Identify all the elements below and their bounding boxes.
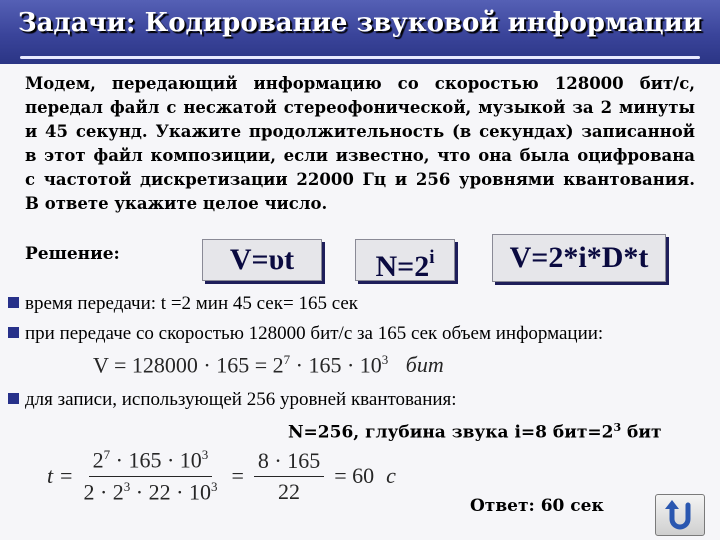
formula-text: N=2 — [375, 250, 430, 283]
square-bullet-icon — [8, 327, 19, 338]
depth-exp: 3 — [613, 421, 622, 434]
duration-formula — [47, 447, 396, 505]
equals-sign: = — [231, 463, 244, 488]
num-exp: 3 — [201, 447, 209, 463]
formula-box-volume — [492, 234, 666, 282]
solution-label: Решение: — [25, 244, 120, 264]
fraction-1-denominator — [79, 477, 221, 505]
bullet-text: для записи, использующей 256 уровней квантования: — [25, 389, 457, 410]
return-button[interactable] — [655, 494, 705, 536]
volume-formula-exp: 3 — [381, 352, 389, 367]
bullet-item — [8, 389, 457, 411]
bullet-text: время передачи: t =2 мин 45 сек= 165 сек — [25, 293, 359, 314]
fraction-1 — [79, 447, 221, 505]
problem-line: в этот файл композиции, если известно, что она была оцифрована — [25, 146, 695, 165]
den-exp: 3 — [210, 478, 218, 494]
problem-line: Модем, передающий информацию со скоростью 128000 бит/с, — [25, 74, 695, 93]
header-divider — [20, 56, 700, 59]
fraction-2-denominator: 22 — [278, 478, 301, 504]
den-part: · 22 · 10 — [130, 478, 211, 504]
depth-tail: бит — [621, 422, 662, 443]
problem-line: передал файл с несжатой стереофонической, музыкой за 2 минуты — [25, 98, 695, 117]
square-bullet-icon — [8, 393, 19, 404]
answer-text: Ответ: 60 сек — [470, 496, 604, 516]
volume-formula-exp: 7 — [283, 352, 291, 367]
bullet-text: при передаче со скоростью 128000 бит/с за 165 сек объем информации: — [25, 323, 604, 344]
slide-header — [0, 0, 720, 64]
num-part: 2 — [92, 447, 104, 473]
fraction-2 — [254, 448, 324, 505]
problem-statement — [25, 72, 695, 216]
fraction-2-numerator: 8 · 165 — [254, 448, 324, 477]
problem-line: В ответе укажите целое число. — [25, 194, 328, 213]
volume-formula-unit: бит — [405, 352, 444, 378]
problem-line: с частотой дискретизации 22000 Гц и 256 уровнями квантования. — [25, 170, 695, 189]
fraction-1-numerator — [89, 447, 213, 476]
formula-text: V=2*i*D*t — [509, 241, 649, 274]
formula-exponent: i — [429, 247, 435, 268]
depth-text: N=256, глубина звука i=8 бит=2 — [288, 422, 614, 443]
den-part: 2 · 2 — [83, 478, 124, 504]
duration-unit: с — [386, 463, 396, 488]
formula-box-v-ut — [202, 239, 322, 281]
problem-line: и 45 секунд. Укажите продолжительность (в секундах) записанной — [25, 122, 695, 141]
formula-text: V=υt — [229, 243, 295, 276]
quantization-depth-line — [288, 421, 662, 443]
u-turn-arrow-icon — [663, 499, 697, 531]
num-exp: 7 — [103, 447, 111, 463]
slide-title: Задачи: Кодирование звуковой информации — [17, 8, 703, 38]
volume-formula — [93, 352, 444, 378]
square-bullet-icon — [8, 297, 19, 308]
num-part: · 165 · 10 — [110, 447, 202, 473]
formula-box-n-2i — [355, 239, 455, 281]
duration-lhs: t = — [47, 463, 74, 488]
den-exp: 3 — [123, 478, 131, 494]
bullet-item — [8, 293, 358, 315]
volume-formula-lhs: V = 128000 · 165 = 2 — [93, 352, 284, 378]
bullet-item — [8, 323, 603, 345]
duration-result: = 60 — [334, 463, 375, 488]
volume-formula-mid: · 165 · 10 — [290, 352, 382, 378]
